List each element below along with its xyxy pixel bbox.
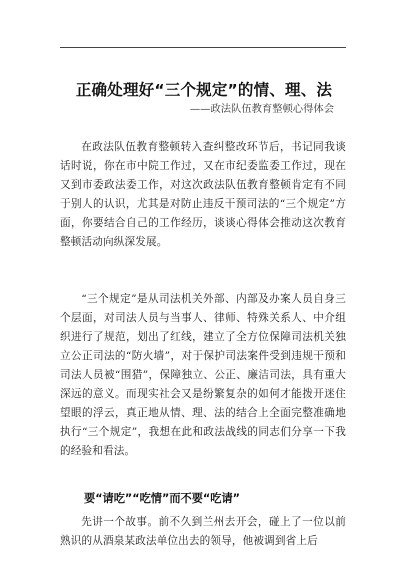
paragraph: “三个规定”是从司法机关外部、内部及办案人员自身三个层面，对司法人员与当事人、律师、特殊关系人、中介组织进行了规范，划出了红线，建立了全方位保障司法机关独立公正司法的“防火墙”，对于保护司法案件受到违规干预和司法人员被“围猎”，保障独立、公正、廉洁司法，具有重大深远的意义。而现实社会又是纷繁复杂的如何才能拨开迷住望眼的浮云，真正地从情、理、法的结合上全面完整准确地执行“三个规定”，我想在此和政法战线的同志们分享一下我的经验和看法。 [60,293,346,457]
paragraph: 先讲一个故事。前不久到兰州去开会，碰上了一位以前熟识的从酒泉某政法单位出去的领导，他被调到省上后 [60,516,346,547]
header-rule [60,47,346,48]
paragraph: 在政法队伍教育整顿转入查纠整改环节后，书记同我谈话时说，你在市中院工作过，又在市纪委监委工作过，现在又到市委政法委工作，对这次政法队伍教育整顿肯定有不同于别人的认识，尤其是对防止违反干预司法的“三个规定”方面，你要结合自己的工作经历，谈谈心得体会推动这次教育整顿活动向纵深发展。 [60,141,346,248]
section-heading: 要“请吃”“吃情”而不要“吃请” [84,492,240,505]
document-title: 正确处理好“三个规定”的情、理、法 [75,81,333,99]
document-subtitle: ——政法队伍教育整顿心得体会 [189,103,334,115]
